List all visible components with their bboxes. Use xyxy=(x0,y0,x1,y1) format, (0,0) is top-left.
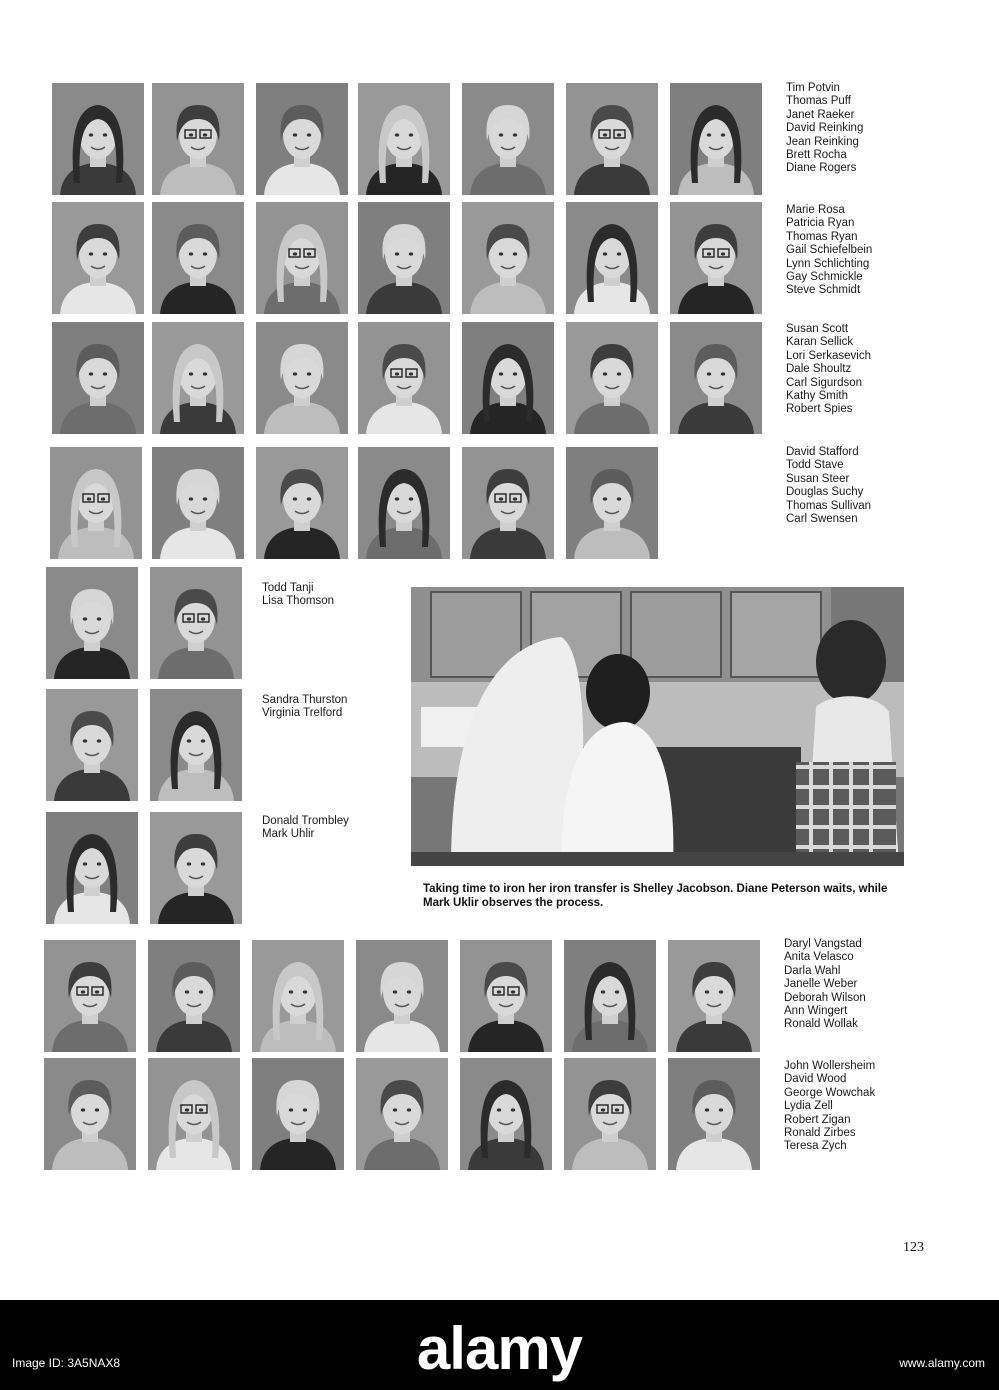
student-portrait xyxy=(462,83,554,195)
student-name: Deborah Wilson xyxy=(784,991,866,1004)
student-name: Janet Raeker xyxy=(786,108,855,121)
student-portrait xyxy=(150,689,242,801)
student-name: Karan Sellick xyxy=(786,336,854,349)
student-portrait xyxy=(460,940,552,1052)
student-name: Kathy Smith xyxy=(786,390,848,403)
student-name: Gay Schmickle xyxy=(786,271,863,284)
student-portrait xyxy=(256,202,348,314)
student-name: David Reinking xyxy=(786,122,864,135)
student-name: Lydia Zell xyxy=(784,1100,833,1113)
name-list xyxy=(786,82,863,176)
student-name: Gail Schiefelbein xyxy=(786,244,873,257)
student-portrait xyxy=(668,940,760,1052)
student-portrait xyxy=(256,447,348,559)
student-name: Dale Shoultz xyxy=(786,363,852,376)
student-name: Lynn Schlichting xyxy=(786,257,870,270)
student-name: Sandra Thurston xyxy=(262,694,348,706)
student-portrait xyxy=(50,447,142,559)
student-portrait xyxy=(52,202,144,314)
student-name: Mark Uhlir xyxy=(262,828,315,841)
student-portrait xyxy=(566,83,658,195)
image-id: Image ID: 3A5NAX8 xyxy=(12,1356,121,1370)
student-name: David Wood xyxy=(784,1073,847,1086)
student-name: Todd Tanji xyxy=(262,582,314,594)
student-portrait xyxy=(52,322,144,434)
student-name: Douglas Suchy xyxy=(786,486,864,499)
student-name: Ronald Wollak xyxy=(784,1018,858,1031)
student-name: Todd Stave xyxy=(786,459,844,472)
name-list xyxy=(786,323,871,417)
name-list xyxy=(262,694,347,721)
student-name: Marie Rosa xyxy=(786,204,845,216)
student-portrait xyxy=(566,202,658,314)
name-list xyxy=(262,815,349,842)
alamy-logo: alamy xyxy=(416,1315,583,1382)
student-portrait xyxy=(356,940,448,1052)
student-portrait xyxy=(358,202,450,314)
student-portrait xyxy=(152,322,244,434)
student-portrait xyxy=(46,567,138,679)
student-portrait xyxy=(462,202,554,314)
student-portrait xyxy=(358,322,450,434)
student-name: Ann Wingert xyxy=(784,1005,848,1018)
footer-meta xyxy=(0,1356,999,1370)
name-list xyxy=(784,1060,875,1154)
student-name: Robert Zigan xyxy=(784,1113,851,1126)
student-name: Robert Spies xyxy=(786,403,853,416)
student-portrait xyxy=(44,940,136,1052)
student-name: George Wowchak xyxy=(784,1086,876,1099)
student-portrait xyxy=(566,447,658,559)
student-portrait xyxy=(148,940,240,1052)
student-portrait xyxy=(150,567,242,679)
student-portrait xyxy=(566,322,658,434)
student-portrait xyxy=(150,812,242,924)
student-portrait xyxy=(46,812,138,924)
photo-caption: Taking time to iron her iron transfer is Shelley Jacobson. Diane Peterson waits, while Mark Uklir observes the process. xyxy=(423,883,888,909)
student-name: Daryl Vangstad xyxy=(784,938,862,950)
student-name: Anita Velasco xyxy=(784,951,854,964)
student-name: Janelle Weber xyxy=(784,978,858,991)
student-name: Carl Swensen xyxy=(786,513,858,526)
student-name: Ronald Zirbes xyxy=(784,1127,856,1140)
student-portrait xyxy=(152,202,244,314)
student-name: Thomas Puff xyxy=(786,95,851,108)
student-name: Carl Sigurdson xyxy=(786,376,863,389)
student-portrait xyxy=(46,689,138,801)
student-name: Steve Schmidt xyxy=(786,284,861,297)
student-name: Diane Rogers xyxy=(786,162,857,175)
student-name: David Stafford xyxy=(786,446,859,458)
student-portrait xyxy=(252,940,344,1052)
student-portrait xyxy=(148,1058,240,1170)
student-portrait xyxy=(152,83,244,195)
student-name: Darla Wahl xyxy=(784,964,841,977)
site-url: www.alamy.com xyxy=(899,1356,985,1370)
page-number: 123 xyxy=(903,1240,924,1255)
name-list xyxy=(262,582,334,609)
student-portrait xyxy=(44,1058,136,1170)
student-name: Susan Scott xyxy=(786,323,849,335)
student-name: Susan Steer xyxy=(786,472,850,485)
student-portrait xyxy=(670,202,762,314)
student-name: Brett Rocha xyxy=(786,149,847,162)
student-portrait xyxy=(256,322,348,434)
student-name: Lisa Thomson xyxy=(262,595,335,608)
student-portrait xyxy=(670,322,762,434)
student-name: Virginia Trelford xyxy=(262,707,343,720)
student-portrait xyxy=(564,940,656,1052)
student-portrait xyxy=(668,1058,760,1170)
student-name: Patricia Ryan xyxy=(786,217,855,230)
student-portrait xyxy=(460,1058,552,1170)
name-list xyxy=(786,446,871,526)
student-portrait xyxy=(256,83,348,195)
student-portrait xyxy=(462,447,554,559)
student-portrait xyxy=(358,83,450,195)
student-portrait xyxy=(564,1058,656,1170)
student-portrait xyxy=(52,83,144,195)
name-list xyxy=(784,938,866,1032)
name-list xyxy=(786,204,872,298)
candid-photo xyxy=(411,587,904,866)
student-portrait xyxy=(252,1058,344,1170)
student-name: Teresa Zych xyxy=(784,1140,847,1153)
student-portrait xyxy=(358,447,450,559)
student-portrait xyxy=(152,447,244,559)
student-portrait xyxy=(670,83,762,195)
student-portrait xyxy=(462,322,554,434)
student-name: Thomas Sullivan xyxy=(786,499,872,512)
watermark-footer xyxy=(0,1300,999,1390)
student-name: Lori Serkasevich xyxy=(786,349,872,362)
student-name: Tim Potvin xyxy=(786,82,840,94)
student-name: John Wollersheim xyxy=(784,1060,876,1072)
student-name: Jean Reinking xyxy=(786,135,859,148)
student-portrait xyxy=(356,1058,448,1170)
student-name: Thomas Ryan xyxy=(786,230,858,243)
student-name: Donald Trombley xyxy=(262,815,349,827)
